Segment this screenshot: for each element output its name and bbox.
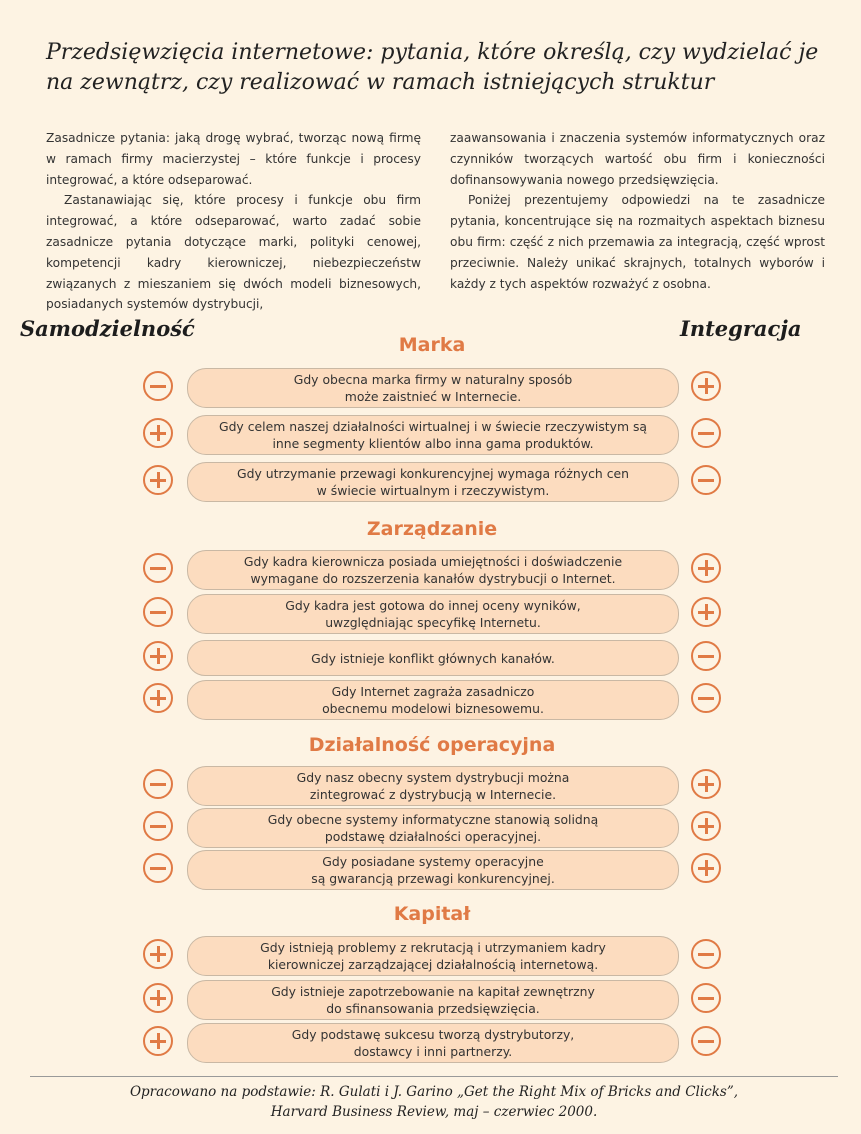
plus-icon <box>143 418 173 448</box>
question-pill <box>187 550 679 590</box>
plus-icon <box>691 769 721 799</box>
question-line: Gdy istnieje konflikt głównych kanałów. <box>311 650 555 666</box>
question-line: Gdy kadra jest gotowa do innej oceny wyników, <box>285 598 581 613</box>
question-row <box>140 367 725 407</box>
question-line: Gdy kadra kierownicza posiada umiejętności i doświadczenie <box>243 554 623 569</box>
question-line: są gwarancją przewagi konkurencyjnej. <box>311 871 555 886</box>
minus-icon <box>143 597 173 627</box>
question-line: Gdy posiadane systemy operacyjne <box>322 854 544 869</box>
minus-icon <box>143 371 173 401</box>
minus-icon <box>691 418 721 448</box>
question-pill <box>187 640 679 676</box>
intro-column-left <box>46 128 421 315</box>
question-pill <box>187 462 679 502</box>
intro-column-right <box>450 128 825 294</box>
page-title <box>46 38 826 98</box>
intro-paragraph: Poniżej prezentujemy odpowiedzi na te zasadnicze pytania, koncentrujące się na rozmaitych aspektach biznesu obu firm: część z nich przemawia za integracją, część wprost przeciwnie. Należy unikać skrajnych, totalnych wyborów i każdy z tych aspektów rozważyć z osobna. <box>450 193 825 291</box>
question-line: uwzględniając specyfikę Internetu. <box>325 615 541 630</box>
question-row <box>140 549 725 589</box>
question-line: Gdy celem naszej działalności wirtualnej i w świecie rzeczywistym są <box>218 419 648 434</box>
plus-icon <box>143 1026 173 1056</box>
question-line: w świecie wirtualnym i rzeczywistym. <box>316 483 550 498</box>
question-line: kierowniczej zarządzającej działalnością internetową. <box>267 957 599 972</box>
question-row <box>140 593 725 633</box>
footer-divider <box>30 1076 838 1077</box>
question-line: inne segmenty klientów albo inna gama produktów. <box>272 436 594 451</box>
question-pill <box>187 415 679 455</box>
minus-icon <box>143 769 173 799</box>
question-line: Gdy obecna marka firmy w naturalny sposób <box>293 372 573 387</box>
section-title-capital: Kapitał <box>393 903 471 925</box>
question-pill <box>187 766 679 806</box>
question-line: Gdy nasz obecny system dystrybucji można <box>296 770 570 785</box>
question-line: Gdy utrzymanie przewagi konkurencyjnej wymaga różnych cen <box>236 466 630 481</box>
minus-icon <box>691 641 721 671</box>
plus-icon <box>691 597 721 627</box>
plus-icon <box>143 983 173 1013</box>
question-row <box>140 637 725 677</box>
label-independence: Samodzielność <box>20 316 195 341</box>
source-note <box>30 1082 838 1122</box>
question-line: zintegrować z dystrybucją w Internecie. <box>309 787 557 802</box>
question-pill <box>187 808 679 848</box>
minus-icon <box>143 811 173 841</box>
page-title-line-1: Przedsięwzięcia internetowe: pytania, które określą, czy wydzielać je <box>46 40 819 65</box>
question-row <box>140 461 725 501</box>
question-line: wymagane do rozszerzenia kanałów dystrybucji o Internet. <box>250 571 616 586</box>
question-pill <box>187 936 679 976</box>
question-pill <box>187 680 679 720</box>
question-line: Gdy obecne systemy informatyczne stanowią solidną <box>267 812 599 827</box>
minus-icon <box>691 1026 721 1056</box>
question-line: podstawę działalności operacyjnej. <box>324 829 542 844</box>
question-line: Gdy istnieją problemy z rekrutacją i utrzymaniem kadry <box>260 940 606 955</box>
minus-icon <box>691 939 721 969</box>
question-line: może zaistnieć w Internecie. <box>344 389 522 404</box>
question-line: obecnemu modelowi biznesowemu. <box>322 701 544 716</box>
plus-icon <box>143 465 173 495</box>
question-row <box>140 979 725 1019</box>
minus-icon <box>691 465 721 495</box>
section-title-brand: Marka <box>398 334 466 356</box>
plus-icon <box>691 553 721 583</box>
plus-icon <box>691 853 721 883</box>
question-line: dostawcy i inni partnerzy. <box>353 1044 513 1059</box>
minus-icon <box>143 553 173 583</box>
plus-icon <box>143 641 173 671</box>
plus-icon <box>143 683 173 713</box>
section-title-operations: Działalność operacyjna <box>308 734 556 756</box>
question-row <box>140 679 725 719</box>
intro-paragraph: Zastanawiając się, które procesy i funkcje obu firm integrować, a które odseparować, warto zadać sobie zasadnicze pytania dotyczące marki, polityki cenowej, kompetencji kadry kierowniczej, niebezpieczeństw związanych z mieszaniem się dwóch modeli biznesowych, posiadanych systemów dystrybucji, <box>46 193 421 312</box>
intro-paragraph: zaawansowania i znaczenia systemów informatycznych oraz czynników tworzących wartość obu firm i konieczności dofinansowywania nowego przedsięwzięcia. <box>450 131 825 187</box>
section-title-management: Zarządzanie <box>366 518 498 540</box>
intro-paragraph: Zasadnicze pytania: jaką drogę wybrać, tworząc nową firmę w ramach firmy macierzystej – które funkcje i procesy integrować, a które odseparować. <box>46 131 421 187</box>
source-line-2: Harvard Business Review, maj – czerwiec 2000. <box>270 1104 598 1120</box>
plus-icon <box>691 811 721 841</box>
question-line: Gdy istnieje zapotrzebowanie na kapitał zewnętrzny <box>271 984 595 999</box>
question-line: do sfinansowania przedsięwzięcia. <box>326 1001 540 1016</box>
label-integration: Integracja <box>680 316 802 341</box>
minus-icon <box>691 983 721 1013</box>
question-line: Gdy podstawę sukcesu tworzą dystrybutorzy, <box>291 1027 575 1042</box>
source-line-1: Opracowano na podstawie: R. Gulati i J. Garino „Get the Right Mix of Bricks and Clicks”, <box>129 1084 739 1100</box>
question-pill <box>187 1023 679 1063</box>
question-row <box>140 807 725 847</box>
question-row <box>140 1022 725 1062</box>
question-pill <box>187 980 679 1020</box>
question-pill <box>187 850 679 890</box>
page-title-line-2: na zewnątrz, czy realizować w ramach istniejących struktur <box>46 70 715 95</box>
plus-icon <box>143 939 173 969</box>
question-row <box>140 765 725 805</box>
question-row <box>140 414 725 454</box>
minus-icon <box>691 683 721 713</box>
plus-icon <box>691 371 721 401</box>
question-row <box>140 849 725 889</box>
question-row <box>140 935 725 975</box>
minus-icon <box>143 853 173 883</box>
question-pill <box>187 368 679 408</box>
question-line: Gdy Internet zagraża zasadniczo <box>331 684 535 699</box>
question-pill <box>187 594 679 634</box>
